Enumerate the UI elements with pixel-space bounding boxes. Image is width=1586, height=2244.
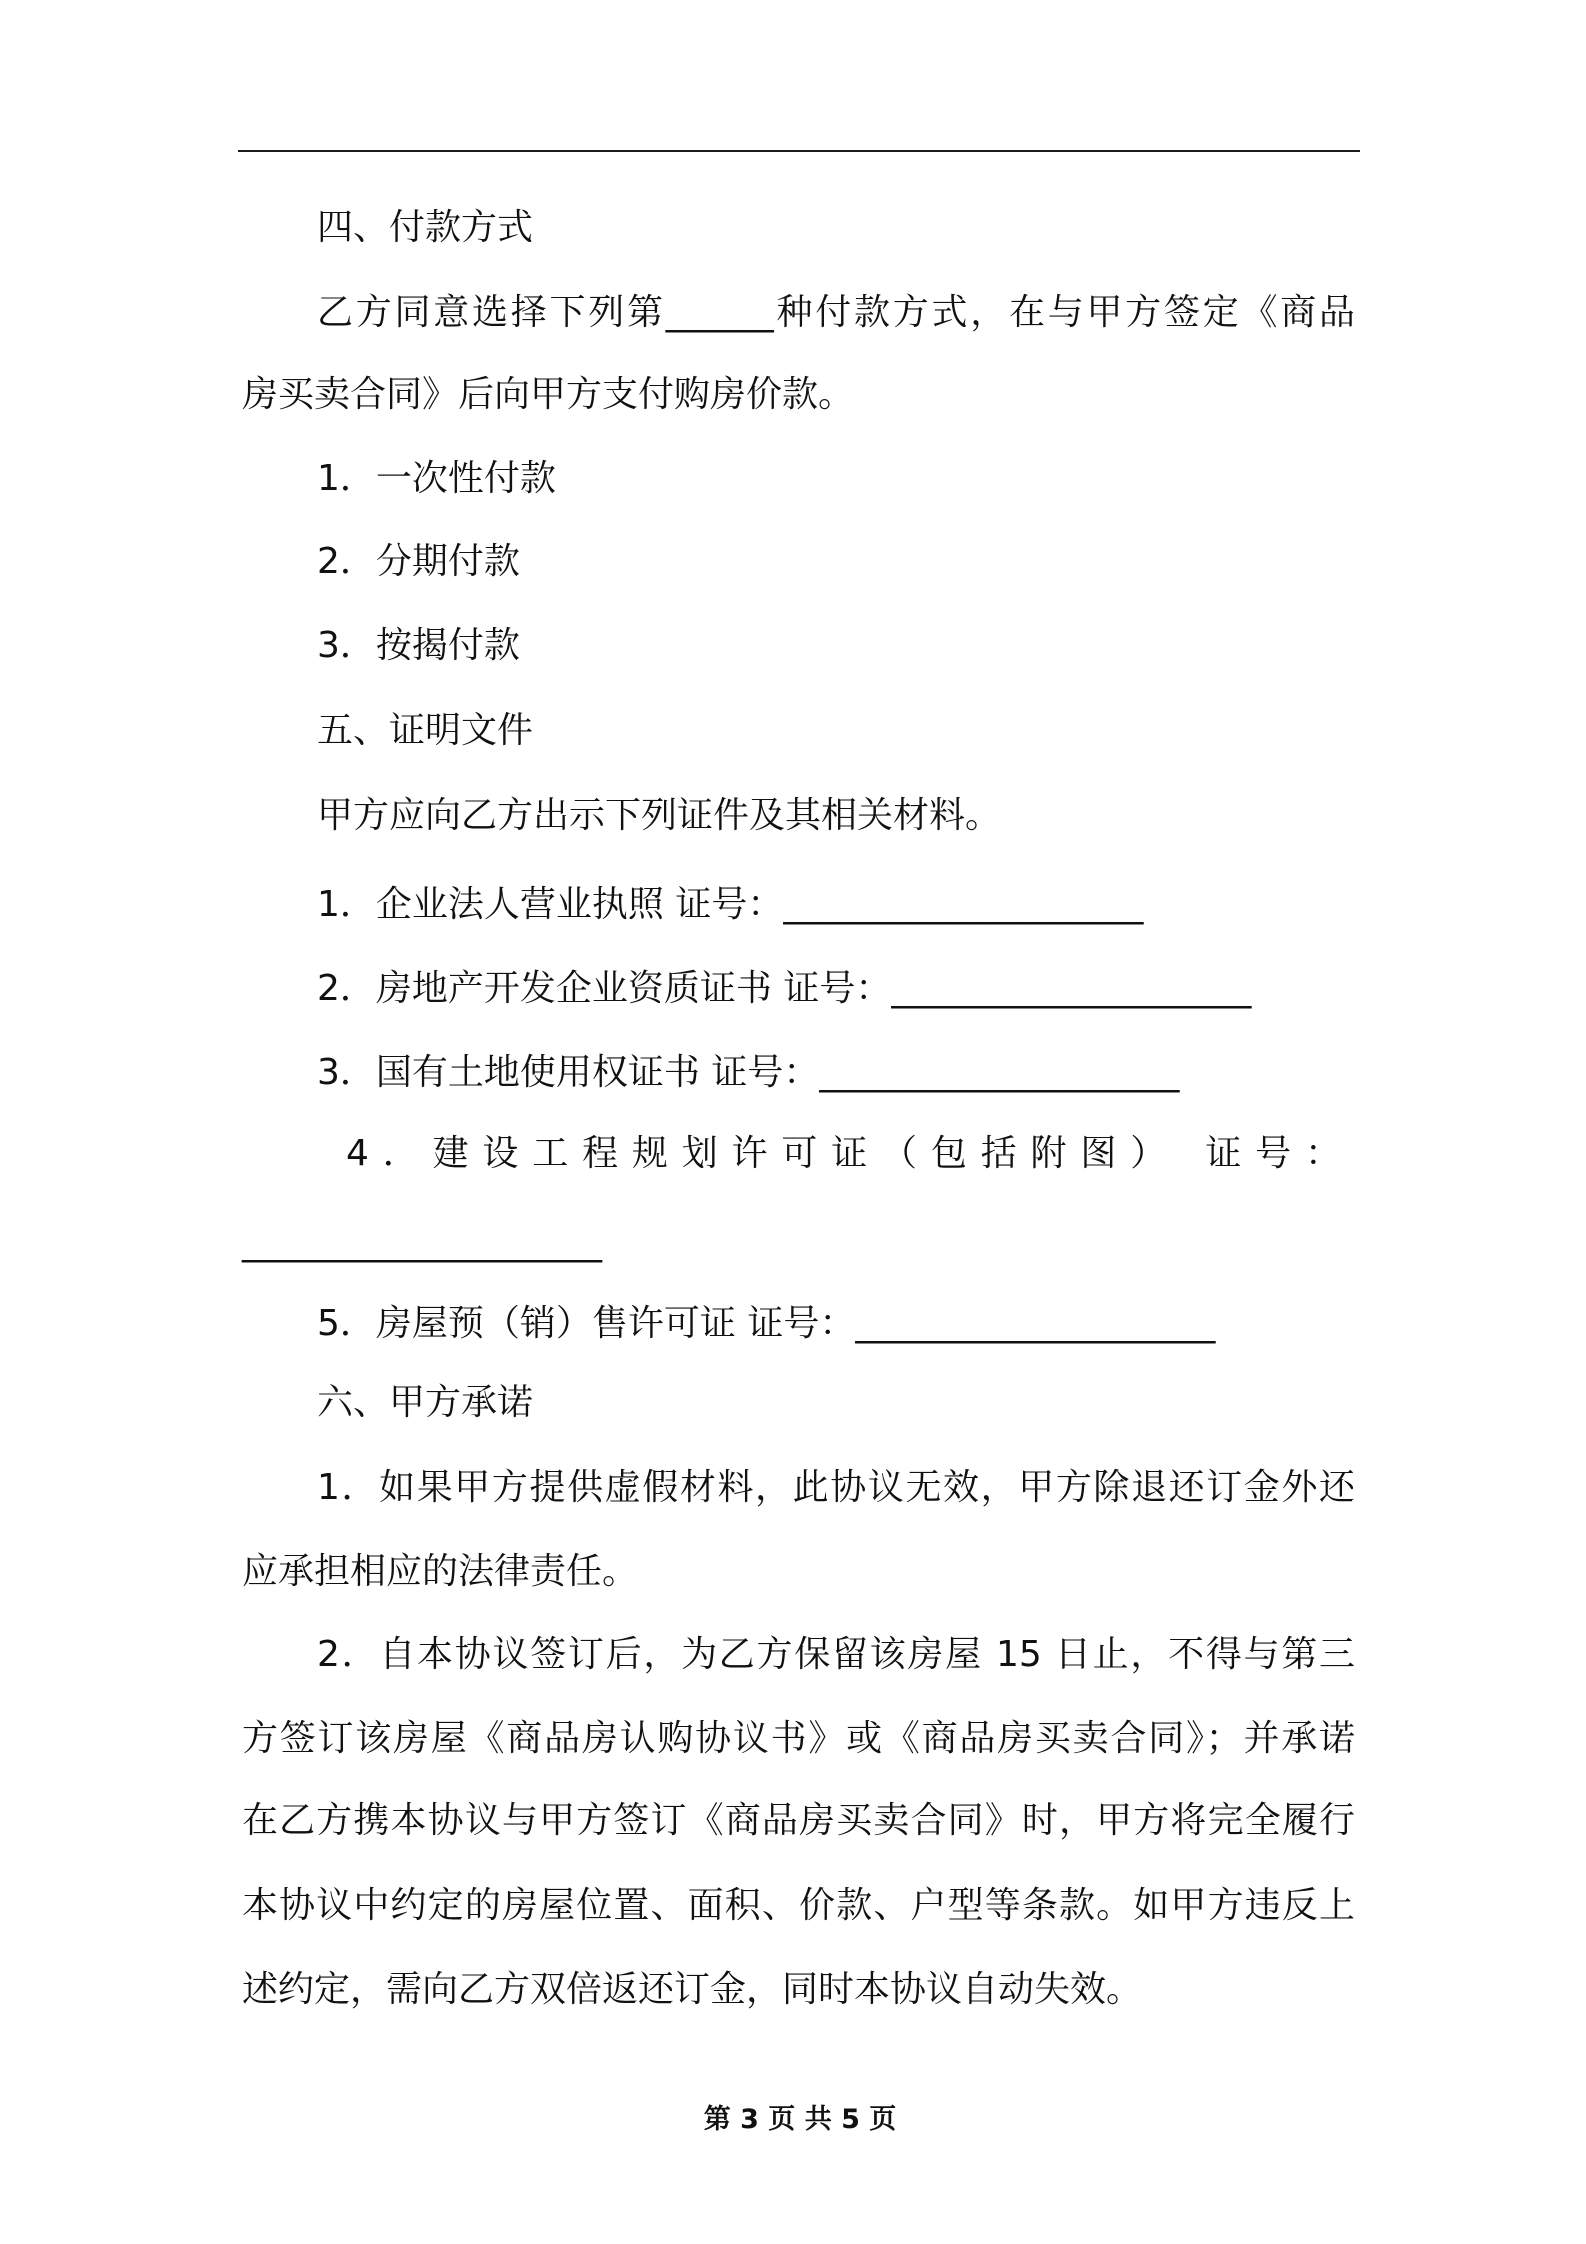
section-heading-documents: 五、证明文件 [317, 710, 534, 751]
commitment-1-line: 1．如果甲方提供虚假材料，此协议无效，甲方除退还订金外还 [317, 1467, 1355, 1508]
documents-intro: 甲方应向乙方出示下列证件及其相关材料。 [317, 795, 1002, 836]
document-item-business-license: 1．企业法人营业执照 证号：____________________ [317, 884, 1144, 925]
page-number: 第 3 页 共 5 页 [703, 2104, 897, 2135]
commitment-2-line: 述约定，需向乙方双倍返还订金，同时本协议自动失效。 [242, 1969, 1143, 2010]
commitment-1-line: 应承担相应的法律责任。 [242, 1551, 639, 1592]
document-item-planning-permit: 4．建设工程规划许可证（包括附图） 证号： [346, 1133, 1341, 1174]
section-heading-commitments: 六、甲方承诺 [317, 1382, 534, 1423]
payment-paragraph-line: 乙方同意选择下列第______种付款方式，在与甲方签定《商品 [317, 292, 1355, 333]
payment-option-lump-sum: 1．一次性付款 [317, 458, 556, 499]
commitment-2-line: 2．自本协议签订后，为乙方保留该房屋 15 日止，不得与第三 [317, 1634, 1355, 1675]
document-item-land-use-certificate: 3．国有土地使用权证书 证号：____________________ [317, 1052, 1180, 1093]
document-item-presale-permit: 5．房屋预（销）售许可证 证号：____________________ [317, 1303, 1216, 1344]
payment-option-installment: 2．分期付款 [317, 541, 520, 582]
commitment-2-line: 方签订该房屋《商品房认购协议书》或《商品房买卖合同》；并承诺 [242, 1718, 1355, 1759]
commitment-2-line: 本协议中约定的房屋位置、面积、价款、户型等条款。如甲方违反上 [242, 1885, 1355, 1926]
payment-paragraph-line: 房买卖合同》后向甲方支付购房价款。 [242, 374, 855, 415]
section-heading-payment: 四、付款方式 [317, 207, 534, 248]
payment-option-mortgage: 3．按揭付款 [317, 625, 520, 666]
header-rule [238, 150, 1360, 152]
document-item-qualification-certificate: 2．房地产开发企业资质证书 证号：____________________ [317, 968, 1252, 1009]
commitment-2-line: 在乙方携本协议与甲方签订《商品房买卖合同》时，甲方将完全履行 [242, 1800, 1355, 1841]
document-item-planning-permit-blank: ____________________ [242, 1222, 602, 1263]
